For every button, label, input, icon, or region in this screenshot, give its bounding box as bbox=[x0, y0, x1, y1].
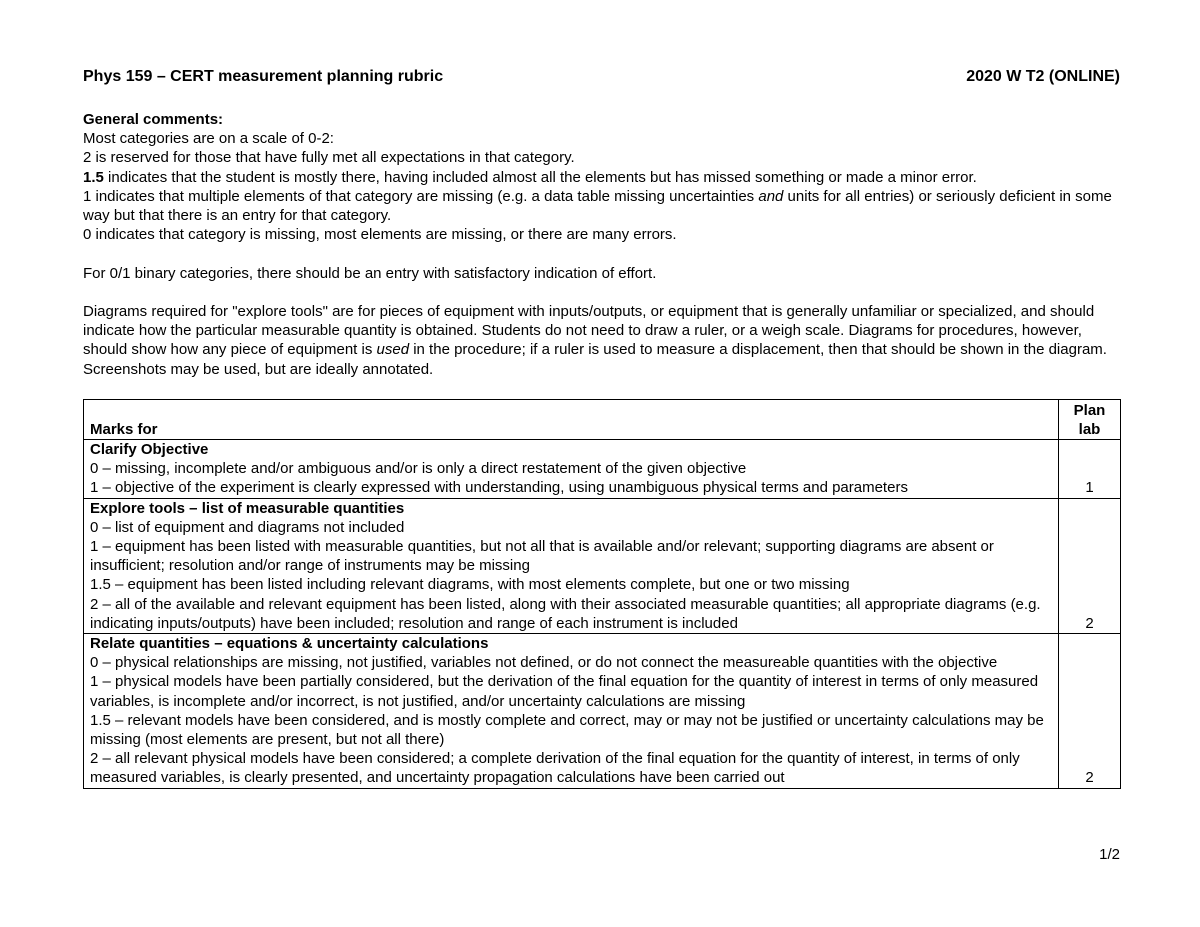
comments-line-1-part-b: units for all entries) or seriously deficient in some way but that there is an entry for that category. bbox=[83, 187, 1112, 225]
rubric-row-clarify-objective bbox=[84, 440, 1121, 499]
binary-categories-note: For 0/1 binary categories, there should be an entry with satisfactory indication of effort. bbox=[83, 264, 657, 282]
rubric-table bbox=[83, 399, 1121, 789]
criterion-line: 1 – physical models have been partially considered, but the derivation of the final equation for the quantity of interest in terms of only measured variables, is incomplete and/or incorrect, is not justified, and/or uncertainty calculations are missing bbox=[90, 673, 1039, 710]
category-title: Clarify Objective bbox=[90, 441, 209, 458]
comments-line-1-5 bbox=[83, 168, 1120, 187]
rubric-header-row bbox=[84, 400, 1121, 440]
score-cell: 1 bbox=[1059, 440, 1121, 499]
marks-for-header: Marks for bbox=[84, 400, 1059, 440]
comments-line-2: 2 is reserved for those that have fully met all expectations in that category. bbox=[83, 149, 575, 167]
comments-line-scale: Most categories are on a scale of 0-2: bbox=[83, 130, 334, 148]
criterion-line: 1 – equipment has been listed with measurable quantities, but not all that is available and/or relevant; supporting diagrams are absent or insufficient; resolution and/or range of instruments may be missing bbox=[90, 538, 994, 575]
general-comments bbox=[83, 110, 1120, 379]
criterion-line: 0 – physical relationships are missing, not justified, variables not defined, or do not connect the measureable quantities with the objective bbox=[90, 654, 998, 672]
document-title: Phys 159 – CERT measurement planning rubric bbox=[83, 68, 444, 85]
rubric-criteria-cell bbox=[84, 634, 1059, 789]
rubric-row-relate-quantities bbox=[84, 634, 1121, 789]
criterion-line: 0 – list of equipment and diagrams not included bbox=[90, 518, 405, 536]
diagrams-note bbox=[83, 302, 1120, 379]
diagrams-note-italic: used bbox=[376, 341, 410, 359]
criterion-line: 0 – missing, incomplete and/or ambiguous and/or is only a direct restatement of the given objective bbox=[90, 460, 747, 478]
document-term: 2020 W T2 (ONLINE) bbox=[966, 68, 1120, 85]
criterion-line: 2 – all relevant physical models have been considered; a complete derivation of the final equation for the quantity of interest, in terms of only measured variables, is clearly presented, and uncertainty propagation calculations have been carried out bbox=[90, 750, 1020, 787]
score-cell: 2 bbox=[1059, 498, 1121, 633]
comments-line-0: 0 indicates that category is missing, most elements are missing, or there are many errors. bbox=[83, 226, 677, 244]
document-page bbox=[83, 0, 1120, 927]
category-title: Relate quantities – equations & uncertainty calculations bbox=[90, 635, 489, 653]
score-cell: 2 bbox=[1059, 634, 1121, 789]
page-number: 1/2 bbox=[1099, 846, 1120, 863]
criterion-line: 1 – objective of the experiment is clearly expressed with understanding, using unambiguous physical terms and parameters bbox=[90, 479, 908, 497]
comments-line-1 bbox=[83, 187, 1120, 225]
comments-line-1-part-a: 1 indicates that multiple elements of that category are missing (e.g. a data table missing uncertainties bbox=[83, 187, 759, 205]
category-title: Explore tools – list of measurable quantities bbox=[90, 499, 405, 517]
rubric-criteria-cell bbox=[84, 440, 1059, 499]
plan-lab-header: Plan lab bbox=[1059, 400, 1121, 440]
comments-line-1-italic: and bbox=[758, 187, 784, 205]
rubric-row-explore-tools bbox=[84, 498, 1121, 633]
diagrams-note-part-a: Diagrams required for "explore tools" are for pieces of equipment with inputs/outputs, or equipment that is generally unfamiliar or specialized, and should indicate how the particular measurable quantity is obtained. Students do not need to draw a ruler, or a weigh scale. Diagrams for procedures, however, should show how any piece of equipment is bbox=[83, 303, 1095, 359]
criterion-line: 2 – all of the available and relevant equipment has been listed, along with their associated measurable quantities; all appropriate diagrams (e.g. indicating inputs/outputs) have been included; resolution and range of each instrument is included bbox=[90, 595, 1041, 632]
criterion-line: 1.5 – equipment has been listed including relevant diagrams, with most elements complete, but one or two missing bbox=[90, 576, 850, 594]
document-header bbox=[83, 67, 1120, 87]
comments-line-1-5-bold: 1.5 bbox=[83, 168, 104, 186]
comments-line-1-5-rest: indicates that the student is mostly there, having included almost all the elements but has missed something or made a minor error. bbox=[103, 168, 977, 186]
rubric-criteria-cell bbox=[84, 498, 1059, 633]
criterion-line: 1.5 – relevant models have been considered, and is mostly complete and correct, may or may not be justified or uncertainty calculations may be missing (most elements are present, but not all there) bbox=[90, 711, 1044, 749]
diagrams-note-part-b: in the procedure; if a ruler is used to measure a displacement, then that should be shown in the diagram. Screenshots may be used, but are ideally annotated. bbox=[83, 341, 1107, 378]
general-comments-heading: General comments: bbox=[83, 111, 224, 128]
